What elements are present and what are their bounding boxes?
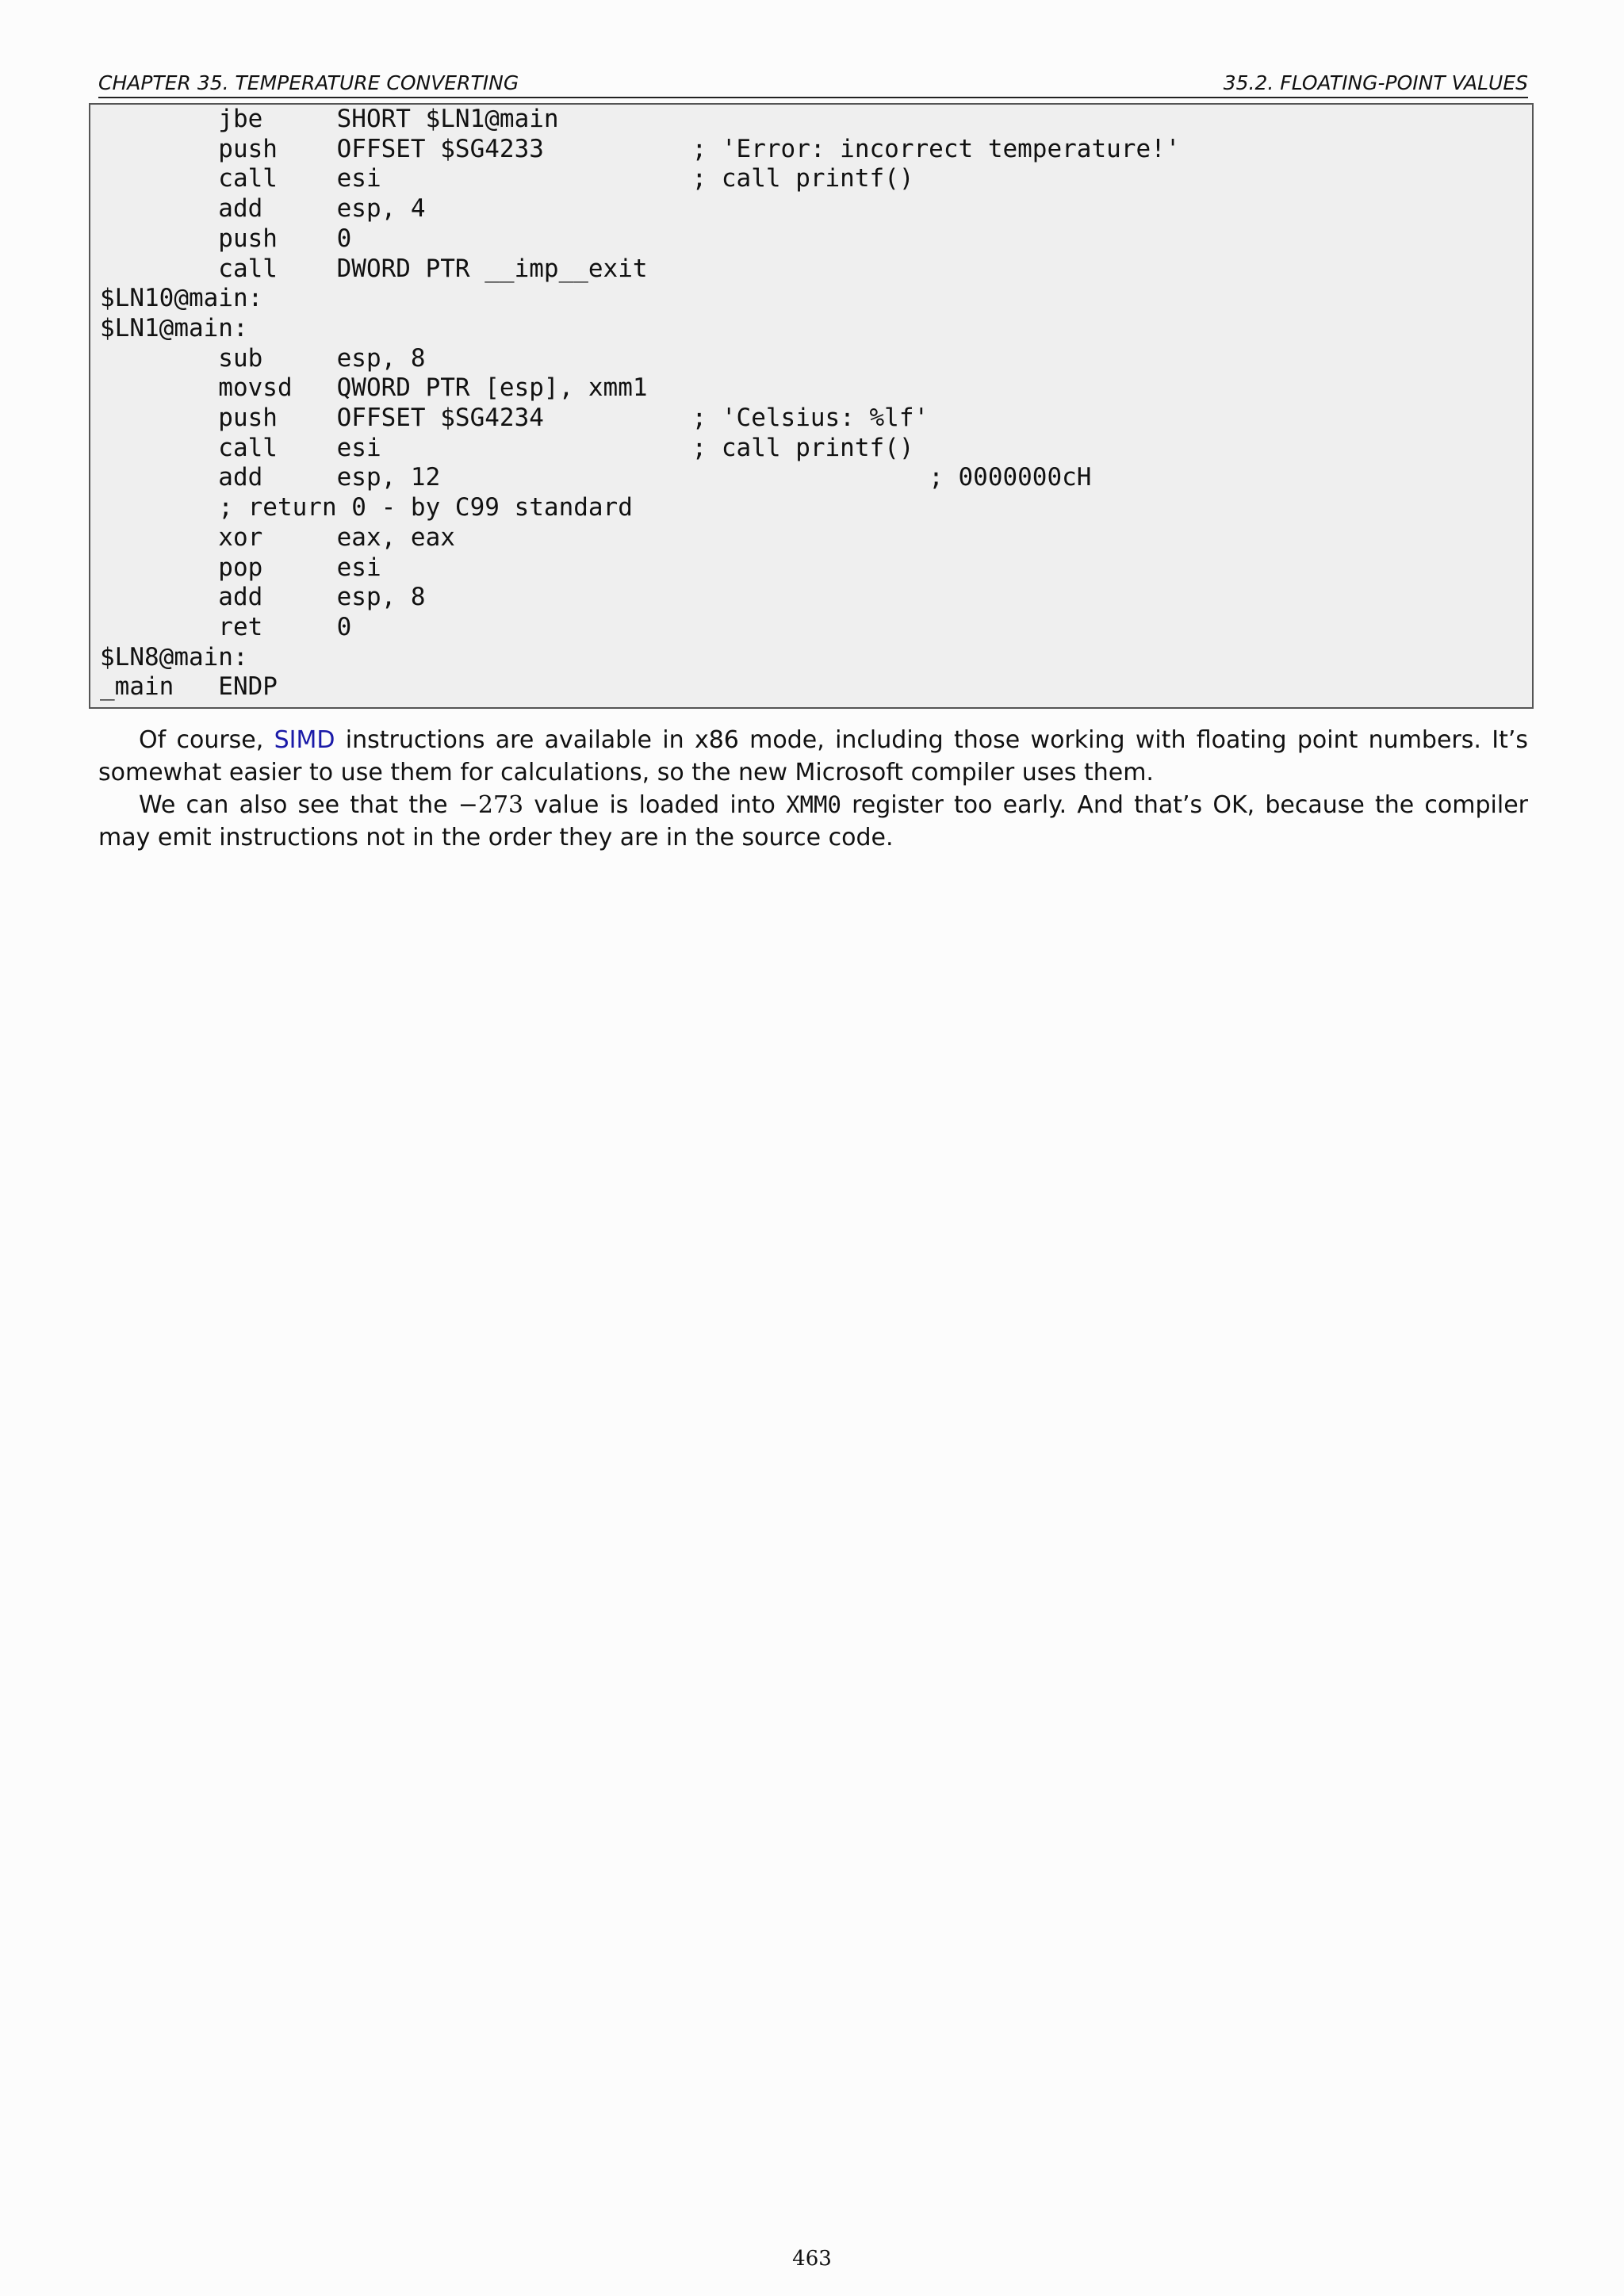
code-line: call esi ; call printf() (100, 164, 914, 193)
paragraph-text: value is loaded into (523, 791, 787, 819)
math-value: −273 (458, 791, 524, 819)
code-line: jbe SHORT $LN1@main (100, 105, 559, 133)
code-line: xor eax, eax (100, 522, 455, 552)
running-header (98, 70, 1528, 98)
code-line: movsd QWORD PTR [esp], xmm1 (100, 373, 648, 403)
code-line: $LN8@main: (100, 642, 248, 672)
paragraph-xmm0 (98, 789, 1528, 854)
code-line: sub esp, 8 (100, 343, 426, 373)
paragraph-text: register too early. And that’s OK, because the compiler may emit instructions not in the order they are in the source code. (98, 791, 1529, 851)
paragraph-simd (98, 724, 1528, 789)
paragraph-text: We can also see that the (139, 791, 458, 819)
paragraph-text: instructions are available in x86 mode, including those working with floating point numbers. It’s somewhat easier to use them for calculations, so the new Microsoft compiler uses them. (98, 726, 1528, 786)
code-line: add esp, 8 (100, 583, 426, 612)
code-line: push 0 (100, 224, 352, 253)
code-line: call esi ; call printf() (100, 433, 914, 462)
code-line: $LN10@main: (100, 284, 263, 313)
paragraph-text: Of course, (139, 726, 274, 754)
simd-glossary-link[interactable]: SIMD (274, 726, 335, 754)
chapter-title: CHAPTER 35. TEMPERATURE CONVERTING (98, 71, 519, 94)
body-text (98, 724, 1528, 854)
code-line: add esp, 12 ; 0000000cH (100, 463, 1092, 492)
code-line: pop esi (100, 553, 381, 582)
code-line: ; return 0 - by C99 standard (100, 493, 633, 522)
code-line: call DWORD PTR __imp__exit (100, 254, 648, 283)
code-line: $LN1@main: (100, 313, 248, 342)
page-number: 463 (792, 2247, 832, 2271)
code-line: ret 0 (100, 612, 352, 641)
code-line: _main ENDP (100, 672, 278, 702)
section-title: 35.2. FLOATING-POINT VALUES (1223, 71, 1528, 94)
code-line: add esp, 4 (100, 194, 426, 224)
code-line: push OFFSET $SG4233 ; 'Error: incorrect temperature!' (100, 134, 1181, 163)
code-line: push OFFSET $SG4234 ; 'Celsius: %lf' (100, 404, 929, 432)
register-name: XMM0 (786, 791, 841, 818)
code-listing (89, 103, 1534, 709)
